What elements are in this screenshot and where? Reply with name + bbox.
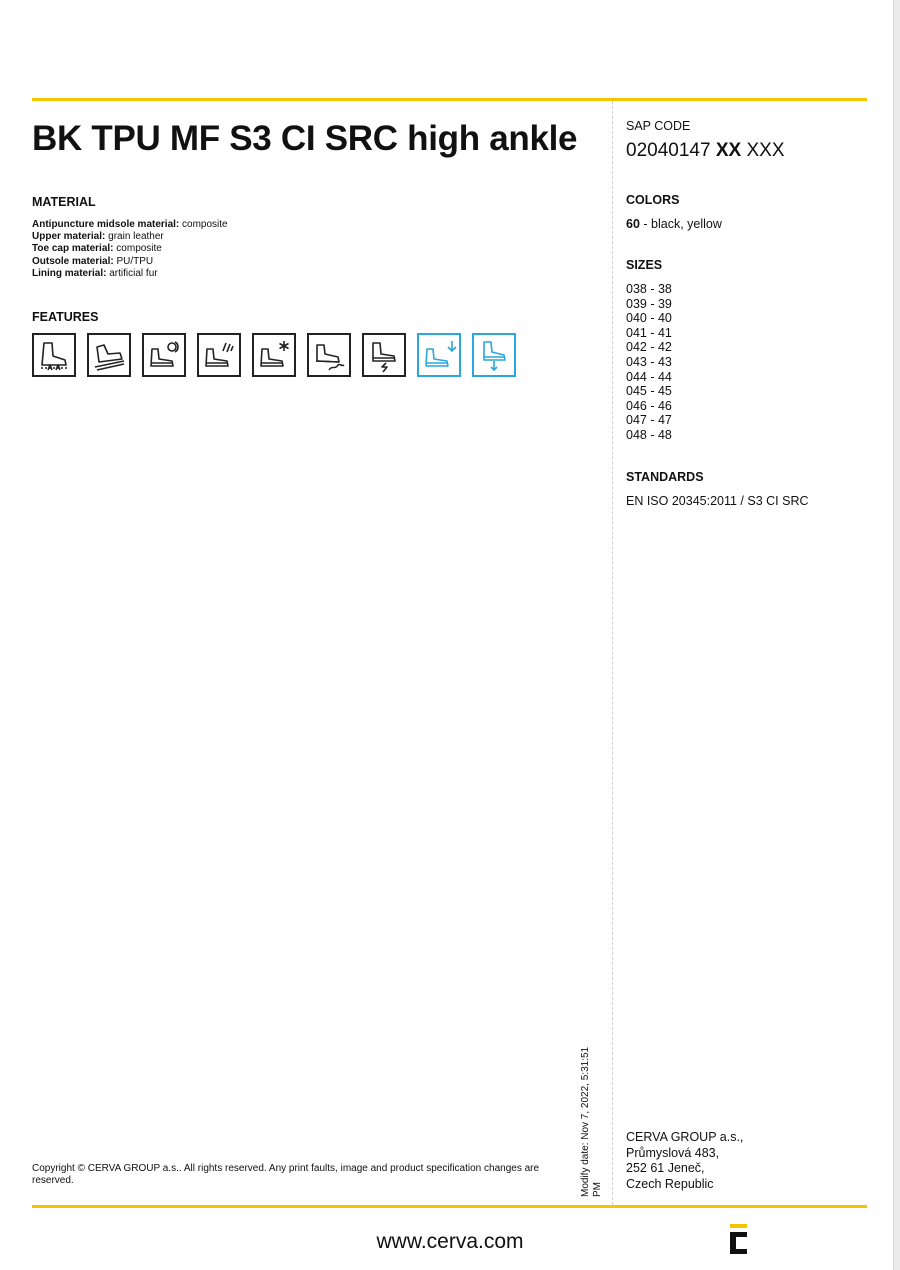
antipuncture-sole-icon bbox=[32, 333, 76, 377]
material-row: Upper material: grain leather bbox=[32, 231, 164, 243]
heat-resistant-sole-icon bbox=[197, 333, 241, 377]
standards-section bbox=[626, 470, 866, 508]
color-value: 60 - black, yellow bbox=[626, 217, 722, 231]
size-item: 041 - 41 bbox=[626, 325, 672, 340]
material-row: Lining material: artificial fur bbox=[32, 267, 158, 279]
size-item: 048 - 48 bbox=[626, 427, 672, 442]
size-item: 044 - 44 bbox=[626, 369, 672, 384]
material-list bbox=[32, 219, 228, 280]
top-accent-rule bbox=[32, 98, 867, 101]
size-item: 039 - 39 bbox=[626, 296, 672, 311]
modify-date: Modify date: Nov 7, 2022, 5:31:51 PM bbox=[580, 1046, 603, 1197]
features-icons bbox=[32, 333, 516, 377]
size-item: 043 - 43 bbox=[626, 354, 672, 369]
energy-absorption-heel-icon bbox=[307, 333, 351, 377]
size-item: 045 - 45 bbox=[626, 384, 672, 399]
column-divider bbox=[612, 101, 613, 1205]
standards-value: EN ISO 20345:2011 / S3 CI SRC bbox=[626, 494, 809, 508]
toe-protection-icon bbox=[142, 333, 186, 377]
material-row: Outsole material: PU/TPU bbox=[32, 255, 154, 267]
sizes-list bbox=[626, 282, 866, 443]
bottom-accent-rule bbox=[32, 1205, 867, 1208]
website-link[interactable]: www.cerva.com bbox=[376, 1230, 524, 1253]
address-line: Průmyslová 483, bbox=[626, 1145, 720, 1160]
size-item: 047 - 47 bbox=[626, 413, 672, 428]
address-line: CERVA GROUP a.s., bbox=[626, 1130, 744, 1144]
water-penetration-icon bbox=[472, 333, 516, 377]
standards-heading: STANDARDS bbox=[626, 470, 704, 484]
copyright-notice: Copyright © CERVA GROUP a.s.. All rights reserved. Any print faults, image and product specification changes are reserved. bbox=[32, 1163, 540, 1186]
antistatic-icon bbox=[362, 333, 406, 377]
address-line: Czech Republic bbox=[626, 1176, 714, 1191]
material-row: Antipuncture midsole material: composite bbox=[32, 219, 228, 230]
sap-code-value: 02040147 XX XXX bbox=[626, 140, 785, 161]
scrollbar-edge[interactable] bbox=[893, 0, 900, 1270]
company-address bbox=[626, 1130, 743, 1192]
address-line: 252 61 Jeneč, bbox=[626, 1161, 705, 1176]
slip-resistant-icon bbox=[87, 333, 131, 377]
material-row: Toe cap material: composite bbox=[32, 243, 162, 255]
sap-code-label: SAP CODE bbox=[626, 119, 691, 133]
cerva-logo-icon bbox=[728, 1224, 750, 1255]
product-title: BK TPU MF S3 CI SRC high ankle bbox=[32, 119, 578, 158]
sizes-heading: SIZES bbox=[626, 258, 663, 272]
sizes-section bbox=[626, 258, 866, 443]
sap-code-section bbox=[626, 119, 866, 162]
features-heading: FEATURES bbox=[32, 310, 99, 324]
water-resistant-upper-icon bbox=[417, 333, 461, 377]
colors-heading: COLORS bbox=[626, 193, 680, 207]
size-item: 038 - 38 bbox=[626, 282, 672, 296]
size-item: 042 - 42 bbox=[626, 340, 672, 355]
cold-insulation-icon bbox=[252, 333, 296, 377]
colors-section bbox=[626, 193, 866, 231]
size-item: 046 - 46 bbox=[626, 398, 672, 413]
material-heading: MATERIAL bbox=[32, 195, 96, 209]
size-item: 040 - 40 bbox=[626, 311, 672, 326]
